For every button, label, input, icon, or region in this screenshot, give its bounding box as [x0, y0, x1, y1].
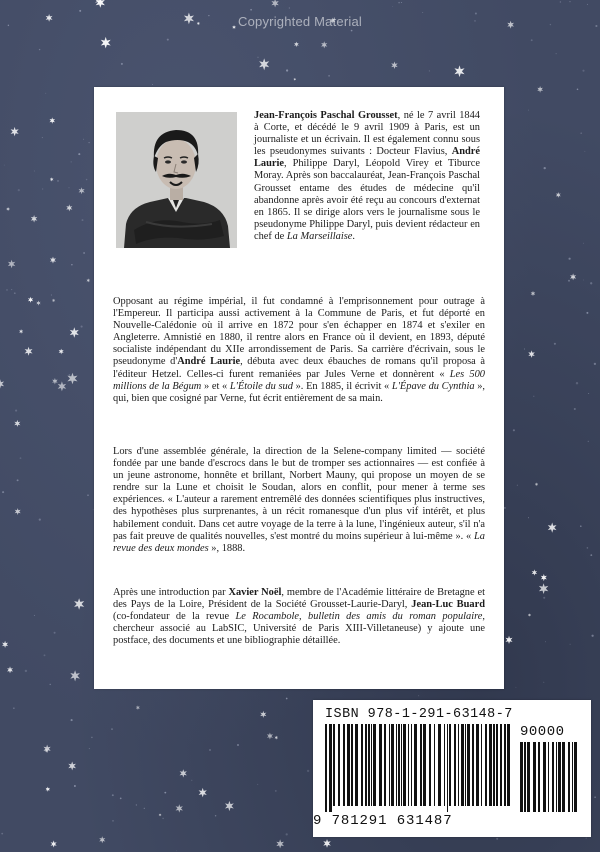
speckle-dot	[69, 187, 70, 188]
speckle-dot	[560, 1, 561, 2]
speckle-dot	[82, 219, 84, 221]
speckle-dot	[191, 780, 192, 781]
star-icon	[556, 192, 561, 198]
star-icon	[391, 62, 398, 70]
text-panel	[94, 87, 504, 689]
speckle-dot	[586, 837, 587, 838]
speckle-dot	[120, 798, 122, 800]
star-icon	[14, 420, 20, 427]
star-icon	[528, 350, 535, 358]
speckle-dot	[307, 770, 309, 772]
speckle-dot	[42, 137, 43, 138]
star-icon	[528, 613, 531, 616]
speckle-dot	[144, 808, 145, 809]
barcode-bar	[504, 724, 506, 806]
star-icon	[225, 801, 234, 811]
barcode-bar	[373, 724, 376, 806]
speckle-dot	[544, 167, 546, 169]
speckle-dot	[568, 258, 570, 260]
speckle-dot	[582, 70, 584, 72]
barcode-bar	[447, 724, 448, 812]
star-icon	[276, 839, 284, 848]
speckle-dot	[429, 70, 430, 71]
barcode-bar	[365, 724, 367, 806]
speckle-dot	[83, 252, 85, 254]
star-icon	[79, 187, 85, 194]
credits-text: (co-fondateur de la revue	[113, 611, 236, 623]
speckle-dot	[576, 382, 578, 384]
speckle-dot	[524, 349, 525, 350]
barcode-bar	[467, 724, 470, 806]
pseudonym: André Laurie	[254, 146, 480, 170]
star-icon	[8, 260, 15, 269]
barcode-bar	[434, 724, 435, 806]
speckle-dot	[34, 615, 35, 616]
speckle-dot	[69, 374, 71, 376]
barcode-bar	[338, 724, 340, 806]
barcode-bar	[351, 724, 353, 806]
synopsis-text: », 1888.	[208, 542, 246, 554]
speckle-dot	[574, 408, 576, 410]
star-icon	[50, 177, 54, 181]
barcode-bar	[361, 724, 363, 806]
speckle-dot	[167, 39, 169, 41]
barcode-bar	[572, 742, 573, 812]
speckle-dot	[392, 6, 393, 7]
speckle-dot	[584, 151, 585, 152]
barcode-bar	[552, 742, 554, 812]
speckle-dot	[176, 850, 177, 851]
barcode-bar	[500, 724, 502, 806]
star-icon	[19, 329, 23, 334]
speckle-dot	[587, 547, 589, 549]
speckle-dot	[513, 429, 515, 431]
speckle-dot	[152, 84, 153, 85]
barcode-bar	[527, 742, 530, 812]
star-icon	[87, 278, 91, 282]
speckle-dot	[588, 441, 589, 442]
speckle-dot	[112, 820, 113, 821]
speckle-dot	[112, 794, 114, 796]
speckle-dot	[569, 1, 570, 2]
speckle-dot	[71, 719, 73, 721]
star-icon	[323, 839, 331, 848]
star-icon	[267, 733, 273, 740]
star-icon	[7, 666, 13, 673]
barcode-bar	[408, 724, 409, 806]
star-icon	[541, 574, 547, 581]
speckle-dot	[6, 289, 8, 291]
speckle-dot	[594, 796, 596, 798]
speckle-dot	[2, 491, 4, 493]
speckle-dot	[590, 554, 592, 556]
barcode-digits: 9 781291 631487	[313, 813, 453, 829]
speckle-dot	[54, 632, 56, 634]
star-icon	[570, 273, 576, 280]
speckle-dot	[580, 132, 582, 134]
barcode-bar	[507, 724, 510, 806]
barcode-bar	[384, 724, 386, 806]
star-icon	[532, 569, 537, 575]
star-icon	[0, 379, 4, 389]
star-icon	[259, 58, 269, 70]
speckle-dot	[215, 815, 216, 816]
bio-text: , Philippe Daryl, Léopold Virey et Tiburce Moray. Après son baccalauréat, Jean-François Paschal Grousset entame des études de médecine qu'il abandonne après avoir été reçu au concours d'externat en 1865. Il se dirige alors vers le journalisme sous le pseudonyme Philippe Daryl, puis devient rédacteur en chef de	[254, 158, 480, 242]
speckle-dot	[89, 748, 90, 749]
speckle-dot	[570, 644, 571, 645]
star-icon	[506, 636, 513, 644]
speckle-dot	[39, 49, 40, 50]
speckle-dot	[533, 396, 534, 397]
speckle-dot	[528, 110, 529, 111]
speckle-dot	[50, 684, 51, 685]
bio-text: » et «	[201, 380, 230, 392]
star-icon	[11, 127, 19, 136]
speckle-dot	[71, 161, 72, 162]
isbn-barcode-box	[313, 700, 591, 837]
star-icon	[2, 641, 8, 648]
star-icon	[44, 745, 51, 753]
credits-text: , chercheur associé au LabSIC, Université de Paris XIII-Villetaneuse) y ajoute une postface, des documents et une bibliographie détaillée.	[113, 611, 485, 647]
speckle-dot	[74, 785, 76, 787]
source-title: La revue des deux mondes	[113, 530, 485, 554]
star-icon	[28, 297, 33, 303]
speckle-dot	[289, 7, 290, 8]
star-icon	[260, 711, 266, 718]
barcode-bar	[465, 724, 466, 806]
barcode-bar	[461, 724, 464, 806]
speckle-dot	[136, 804, 137, 805]
star-icon	[15, 508, 21, 515]
isbn-label: ISBN 978-1-291-63148-7	[325, 707, 513, 722]
barcode-bar	[411, 724, 412, 806]
speckle-dot	[594, 363, 596, 365]
barcode-bar	[398, 724, 400, 806]
speckle-dot	[577, 89, 579, 91]
star-icon	[25, 347, 33, 356]
barcode-bar	[543, 742, 546, 812]
barcode-bar	[524, 742, 526, 812]
speckle-dot	[554, 343, 556, 345]
speckle-dot	[398, 2, 400, 4]
speckle-dot	[34, 170, 35, 171]
credits-text: Après une introduction par	[113, 587, 229, 598]
biography-paragraph-2	[113, 296, 485, 405]
credits-text: , membre de l'Académie littéraire de Bretagne et des Pays de la Loire, Président de la Société Grousset-Laurie-Daryl,	[113, 587, 485, 611]
star-icon	[51, 840, 57, 847]
journal-title: La Marseillaise	[286, 230, 353, 242]
star-icon	[548, 523, 557, 533]
barcode-bar	[329, 724, 332, 812]
novel-title: L'Épave du Cynthia	[391, 380, 475, 392]
bio-text: ». En 1885, il écrivit «	[292, 380, 392, 392]
star-icon	[539, 583, 548, 594]
star-icon	[454, 65, 464, 77]
barcode-bar	[458, 724, 459, 806]
barcode-bar	[414, 724, 417, 806]
bio-text: , né le 7 avril 1844 à Corte, et décédé le 9 avril 1909 à Paris, est un journaliste et un écrivain. Il est également connu sous les pseudonymes suivants : Docteur Flavius,	[254, 110, 480, 158]
speckle-dot	[583, 280, 584, 281]
speckle-dot	[286, 698, 288, 700]
star-icon	[59, 349, 64, 355]
novel-title: Les 500 millions de la Bégum	[113, 368, 485, 392]
speckle-dot	[17, 479, 19, 481]
bio-text: Opposant au régime impérial, il fut condamné à l'emprisonnement pour outrage à l'Empereur. Il participa aussi activement à la Commune de Paris, et fut déporté en Nouvelle-Calédonie où il arrive en 1872 pour s'en échapper en 1874 et s'exiler en Angleterre. Amnistié en 1880, il rentre alors en France où il devient, en 1893, député socialiste indépendant du XIIe arrondissement de Paris. Sa carrière d'écrivain, sous le pseudonyme d'	[113, 296, 485, 368]
speckle-dot	[83, 139, 84, 140]
speckle-dot	[162, 818, 164, 820]
barcode-bar	[538, 742, 540, 812]
speckle-dot	[517, 485, 518, 486]
bio-text: », qui, bien que cosigné par Verne, fut écrit entièrement de sa main.	[113, 380, 486, 404]
barcode-bar	[355, 724, 358, 806]
star-icon	[271, 0, 278, 7]
barcode-bar	[520, 742, 523, 812]
speckle-dot	[71, 264, 72, 265]
speckle-dot	[164, 792, 166, 794]
speckle-dot	[25, 670, 27, 672]
star-icon	[36, 301, 40, 306]
speckle-dot	[20, 457, 22, 459]
speckle-dot	[15, 410, 17, 412]
novel-title: L'Étoile du sud	[229, 380, 293, 392]
barcode-bar	[333, 724, 335, 806]
barcode-bar	[444, 724, 445, 806]
speckle-dot	[328, 75, 330, 77]
contributor-name: Xavier Noël	[228, 587, 282, 598]
star-icon	[70, 670, 80, 681]
bio-text: , débuta avec deux ébauches de romans qu'il proposa à l'éditeur Hetzel. Celles-ci furent remaniées par Jules Verne et donnèrent «	[113, 356, 486, 380]
speckle-dot	[237, 744, 239, 746]
speckle-dot	[515, 687, 516, 688]
barcode-bar	[449, 724, 451, 806]
barcode-bar	[548, 742, 549, 812]
speckle-dot	[257, 784, 258, 785]
speckle-dot	[14, 292, 16, 294]
speckle-dot	[250, 9, 252, 11]
speckle-dot	[88, 142, 89, 143]
barcode-bar	[423, 724, 426, 806]
speckle-dot	[286, 833, 288, 835]
copyright-watermark: Copyrighted Material	[238, 14, 362, 29]
star-icon	[50, 257, 56, 264]
barcode-bar	[368, 724, 370, 806]
barcode-bar	[568, 742, 570, 812]
synopsis-text: Lors d'une assemblée générale, la direction de la Selene-company limited — société fondée par une bande d'escrocs dans le but de tromper ses actionnaires — est confiée à un jeune astronome, honnête et brillant, Norbert Mauny, qui propose un moyen de se rendre sur la Lune et choisit le Soudan, alors en conflit, pour mener à terme ses expériences. « L'auteur a rarement entremêlé des données scientifiques plus instructives, des hypothèses plus surprenantes, à un récit romanesque d'un plus vif intérêt, et plus habilement conduit. Dans cet autre voyage de la terre à la lune, l'ingénieux auteur, s'il n'a pas fait preuve de qualités nouvelles, s'est montré du moins supérieur à lui-même ». «	[113, 446, 485, 542]
speckle-dot	[504, 507, 506, 509]
speckle-dot	[111, 728, 113, 730]
synopsis-paragraph	[113, 446, 485, 555]
speckle-dot	[543, 597, 545, 599]
speckle-dot	[86, 179, 88, 181]
barcode-bar	[371, 724, 372, 806]
speckle-dot	[81, 326, 83, 328]
speckle-dot	[209, 749, 211, 751]
speckle-dot	[42, 188, 43, 189]
star-icon	[52, 378, 58, 384]
speckle-dot	[583, 243, 584, 244]
barcode-bar	[379, 724, 382, 806]
star-icon	[96, 0, 105, 8]
barcode-bar	[496, 724, 498, 806]
barcode-bar	[489, 724, 492, 806]
barcode-bar	[454, 724, 456, 806]
speckle-dot	[258, 57, 259, 58]
speckle-dot	[586, 312, 588, 314]
star-icon	[159, 813, 162, 816]
barcode-bar	[401, 724, 402, 806]
speckle-dot	[45, 93, 46, 94]
barcode-bar	[403, 724, 406, 806]
speckle-dot	[528, 517, 529, 518]
star-icon	[180, 769, 187, 777]
star-icon	[99, 836, 105, 843]
speckle-dot	[275, 790, 277, 792]
barcode-bar	[325, 724, 327, 812]
speckle-dot	[422, 12, 423, 13]
star-icon	[74, 598, 84, 610]
star-icon	[46, 787, 50, 792]
credits-paragraph	[113, 587, 485, 647]
star-icon	[52, 299, 55, 303]
star-icon	[6, 207, 10, 211]
star-icon	[101, 37, 111, 49]
barcode-bar	[493, 724, 495, 806]
star-icon	[66, 204, 72, 211]
barcode-bar	[558, 742, 561, 812]
speckle-dot	[51, 294, 52, 295]
speckle-dot	[1, 833, 3, 835]
speckle-dot	[401, 2, 402, 3]
barcode-bar	[420, 724, 422, 806]
barcode-bar	[481, 724, 482, 806]
bio-text: .	[352, 230, 356, 242]
barcode-bar	[533, 742, 536, 812]
barcode-bar	[429, 724, 431, 806]
barcode-bar	[343, 724, 345, 806]
speckle-dot	[556, 53, 557, 54]
barcode-bar	[476, 724, 479, 806]
star-icon	[535, 482, 538, 486]
speckle-dot	[543, 682, 544, 683]
pseudonym: André Laurie	[177, 356, 241, 368]
speckle-dot	[44, 654, 46, 656]
star-icon	[176, 804, 183, 812]
star-icon	[50, 117, 56, 123]
star-icon	[537, 86, 543, 93]
speckle-dot	[39, 519, 41, 521]
speckle-dot	[351, 30, 353, 32]
speckle-dot	[591, 635, 593, 637]
speckle-dot	[496, 838, 498, 840]
star-icon	[275, 736, 278, 740]
speckle-dot	[587, 4, 588, 5]
addon-barcode	[520, 742, 582, 814]
barcode-bar	[391, 724, 394, 806]
star-icon	[199, 788, 207, 797]
speckle-dot	[580, 525, 582, 527]
biography-paragraph-1	[254, 110, 480, 243]
speckle-dot	[121, 63, 123, 65]
speckle-dot	[531, 39, 533, 41]
star-icon	[294, 78, 297, 81]
barcode-bar	[389, 724, 390, 806]
speckle-dot	[418, 695, 419, 696]
star-icon	[136, 705, 140, 710]
speckle-dot	[568, 280, 570, 282]
star-icon	[294, 42, 299, 48]
barcode-bar	[556, 742, 557, 812]
star-icon	[70, 327, 79, 337]
man-portrait-photo	[116, 112, 237, 248]
revue-title: Le Rocambole, bulletin des amis du roman populaire	[235, 611, 483, 623]
speckle-dot	[87, 494, 89, 496]
barcode-bar	[472, 724, 474, 806]
speckle-dot	[286, 69, 288, 71]
star-icon	[31, 215, 38, 223]
star-icon	[68, 762, 76, 771]
star-icon	[58, 381, 66, 391]
speckle-dot	[79, 10, 81, 12]
speckle-dot	[11, 289, 12, 290]
barcode-bar	[396, 724, 397, 806]
barcode-bar	[574, 742, 577, 812]
speckle-dot	[91, 737, 93, 739]
ean13-barcode	[325, 724, 515, 814]
barcode-bar	[562, 742, 565, 812]
speckle-dot	[588, 393, 589, 394]
speckle-dot	[57, 180, 59, 182]
barcode-bar	[438, 724, 441, 806]
speckle-dot	[545, 641, 546, 642]
speckle-dot	[18, 189, 20, 191]
barcode-bar	[347, 724, 350, 806]
author-name: Jean-François Paschal Grousset	[254, 110, 398, 121]
barcode-bar	[485, 724, 487, 806]
speckle-dot	[590, 282, 592, 284]
speckle-dot	[78, 153, 80, 155]
speckle-dot	[4, 165, 5, 166]
contributor-name: Jean-Luc Buard	[411, 599, 485, 611]
price-code: 90000	[520, 724, 565, 740]
star-icon	[531, 291, 536, 296]
speckle-dot	[13, 708, 14, 709]
star-icon	[321, 41, 327, 48]
